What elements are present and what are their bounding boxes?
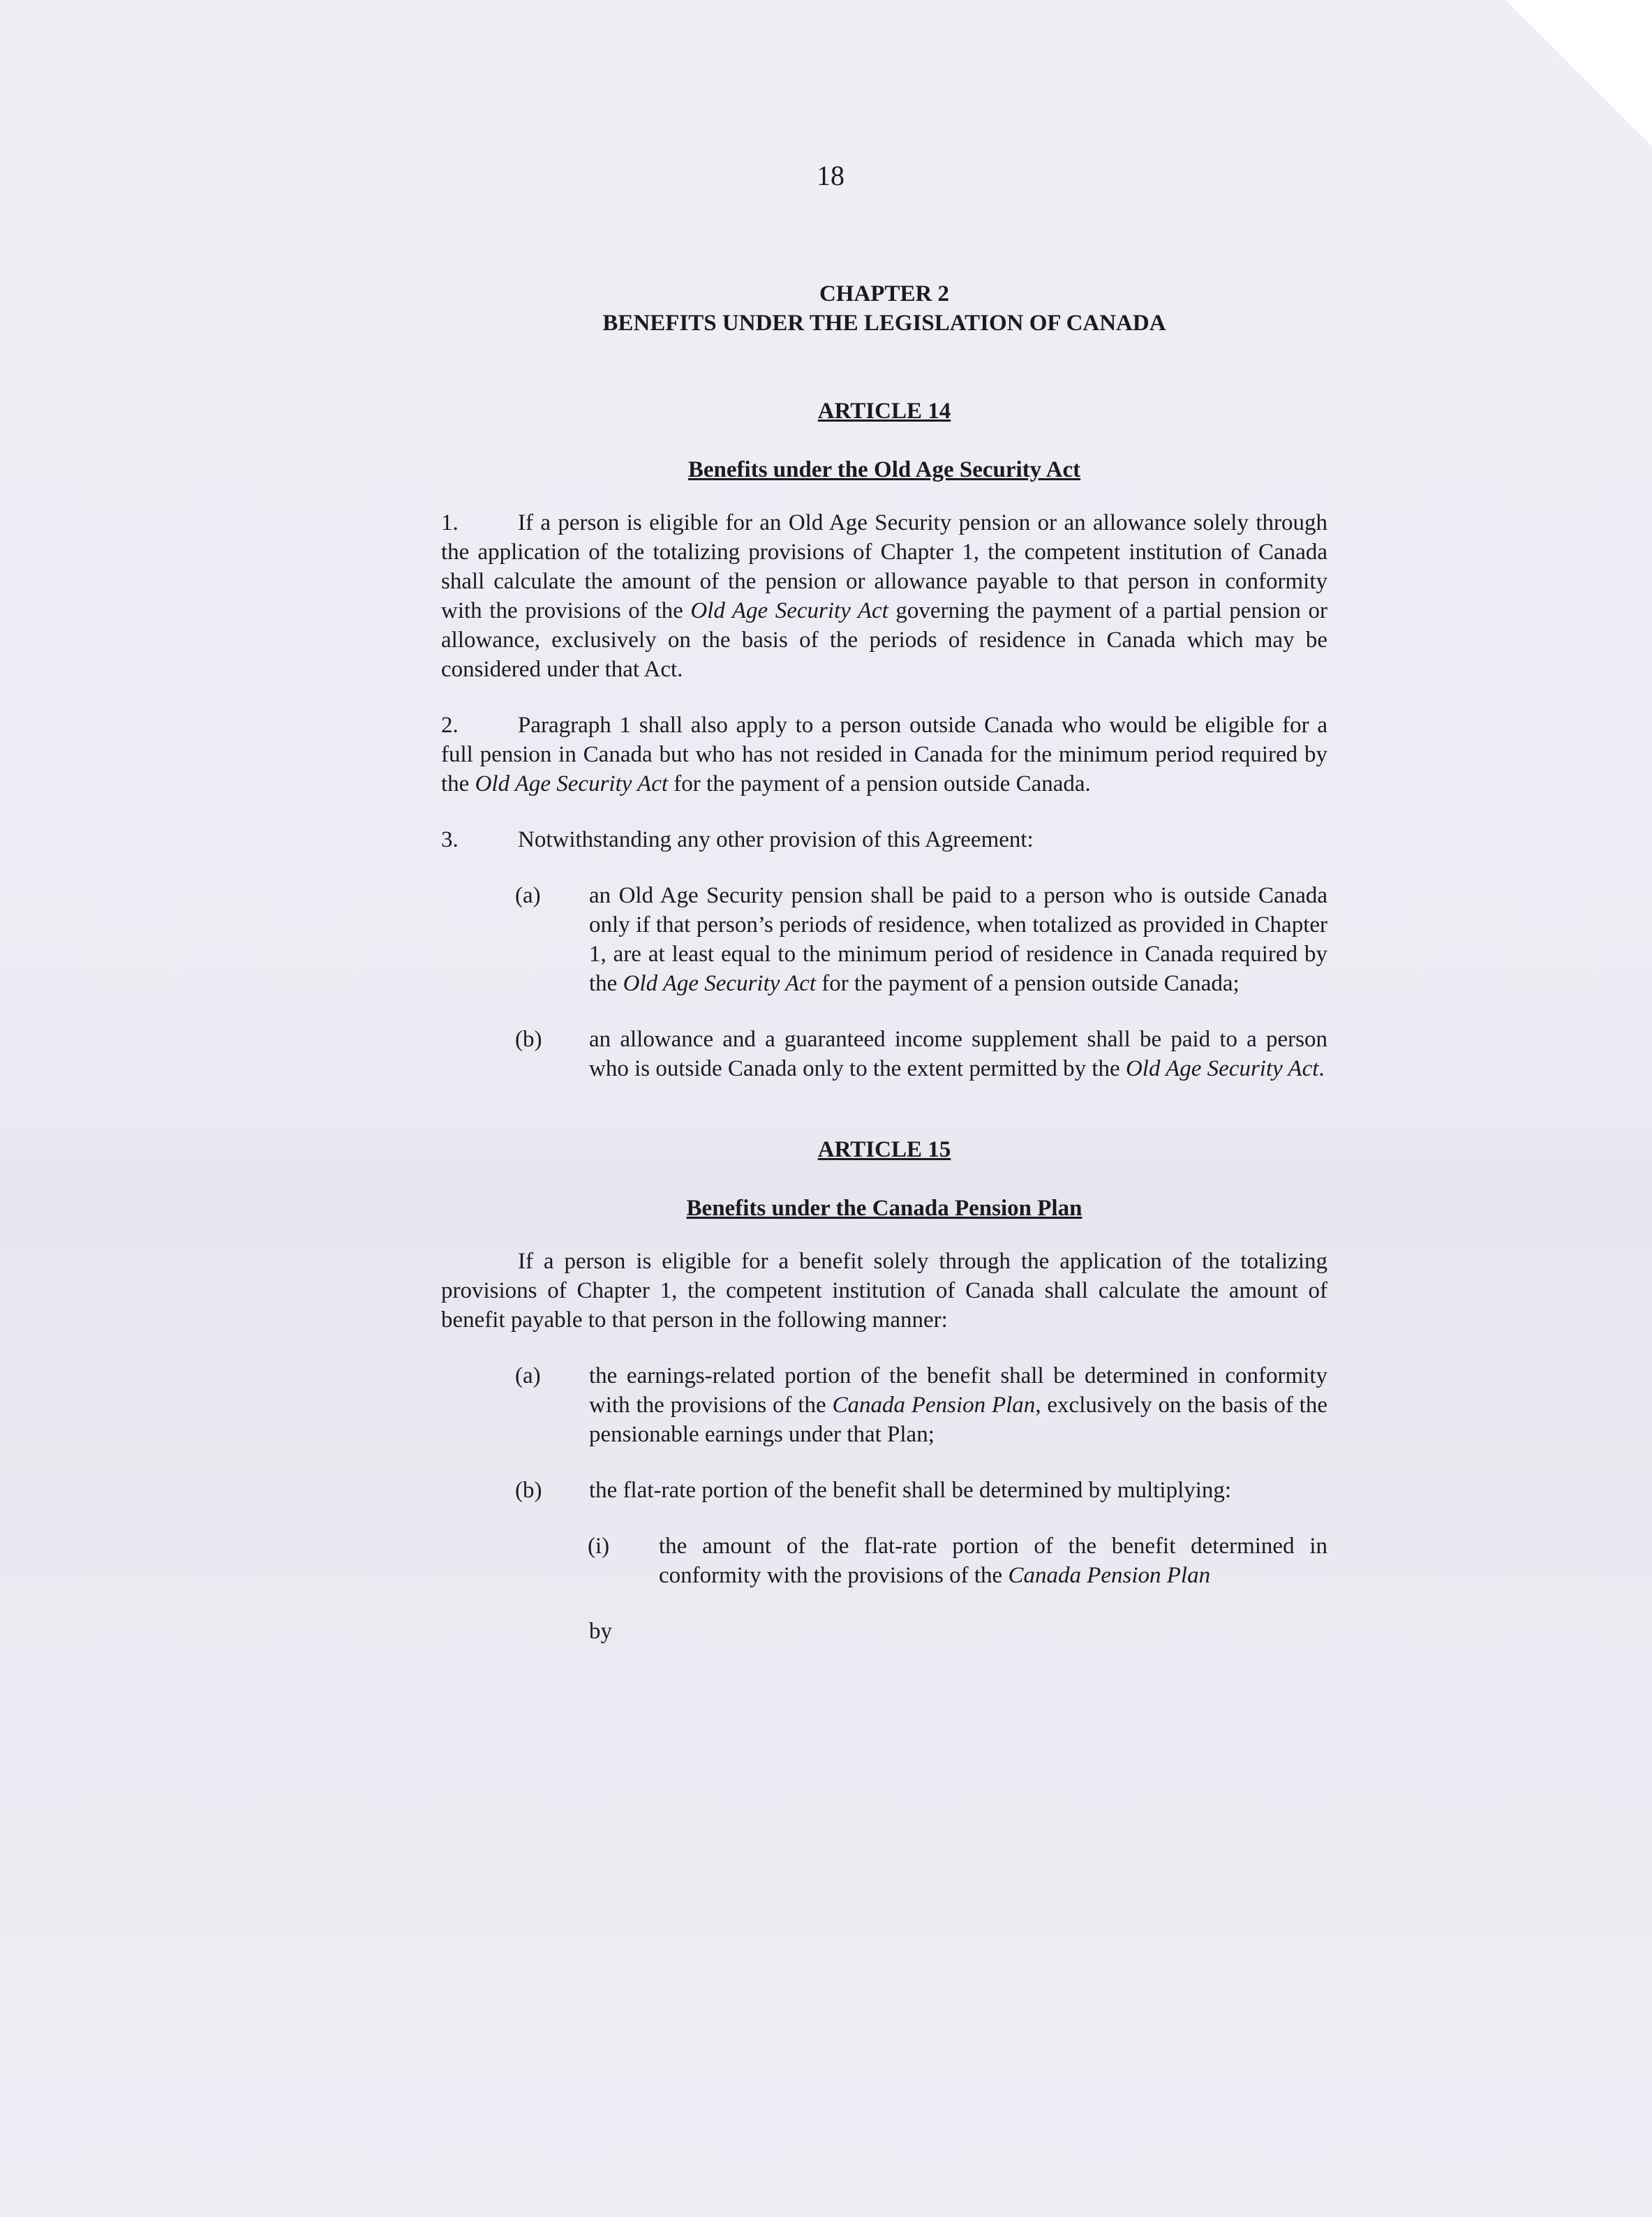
- item-label: (a): [515, 1363, 541, 1388]
- article-15-item-a: (a) the earnings-related portion of the benefit shall be determined in conformity with the provisions of the Canada Pension Plan, exclusively on the basis of the pensionable earnings under that Plan;: [441, 1361, 1327, 1449]
- article-15-intro: If a person is eligible for a benefit solely through the application of the totalizing provisions of Chapter 1, the competent institution of Canada shall calculate the amount of benefit payable to that person in the following manner:: [441, 1249, 1327, 1333]
- item-label: (b): [515, 1478, 542, 1503]
- folded-corner: [1505, 0, 1652, 147]
- item-label: (a): [515, 883, 541, 908]
- article-15-heading: ARTICLE 15: [817, 1137, 951, 1162]
- article-14-item-b: (b) an allowance and a guaranteed income supplement shall be paid to a person who is outside Canada only to the extent permitted by the Old Age Security Act.: [441, 1025, 1327, 1083]
- article-15-item-b-i: (i) the amount of the flat-rate portion of the benefit determined in conformity with the provisions of the Canada Pension Plan: [441, 1532, 1327, 1590]
- article-14-item-a: (a) an Old Age Security pension shall be paid to a person who is outside Canada only if that person’s periods of residence, when totalized as provided in Chapter 1, are at least equal to the minimum period of residence in Canada required by the Old Age Security Act for the payment of a pension outside Canada;: [441, 881, 1327, 998]
- continuation-word: by: [589, 1619, 612, 1644]
- paragraph-number: 2.: [441, 713, 459, 738]
- article-15-subheading: Benefits under the Canada Pension Plan: [686, 1196, 1082, 1221]
- paragraph-number: 3.: [441, 827, 459, 852]
- chapter-number: CHAPTER 2: [819, 281, 950, 306]
- article-14-heading: ARTICLE 14: [817, 399, 951, 424]
- item-label: (i): [588, 1534, 610, 1559]
- article-14-subheading: Benefits under the Old Age Security Act: [687, 457, 1081, 482]
- paragraph-number: 1.: [441, 510, 459, 535]
- article-14-paragraph-3: 3. Notwithstanding any other provision of this Agreement:: [441, 825, 1327, 854]
- document-body: [441, 279, 1327, 1646]
- item-label: (b): [515, 1027, 542, 1052]
- article-14-paragraph-2: 2. Paragraph 1 shall also apply to a person outside Canada who would be eligible for a full pension in Canada but who has not resided in Canada for the minimum period required by the Old Age Security Act for the payment of a pension outside Canada.: [441, 711, 1327, 799]
- page-number: 18: [817, 160, 844, 191]
- article-15-item-b: (b) the flat-rate portion of the benefit shall be determined by multiplying:: [441, 1476, 1327, 1505]
- article-14-paragraph-1: 1. If a person is eligible for an Old Age Security pension or an allowance solely through the application of the totalizing provisions of Chapter 1, the competent institution of Canada shall calculate the amount of the pension or allowance payable to that person in conformity with the provisions of the Old Age Security Act governing the payment of a partial pension or allowance, exclusively on the basis of the periods of residence in Canada which may be considered under that Act.: [441, 508, 1327, 684]
- chapter-title: [441, 279, 1327, 338]
- chapter-heading: BENEFITS UNDER THE LEGISLATION OF CANADA: [602, 311, 1166, 336]
